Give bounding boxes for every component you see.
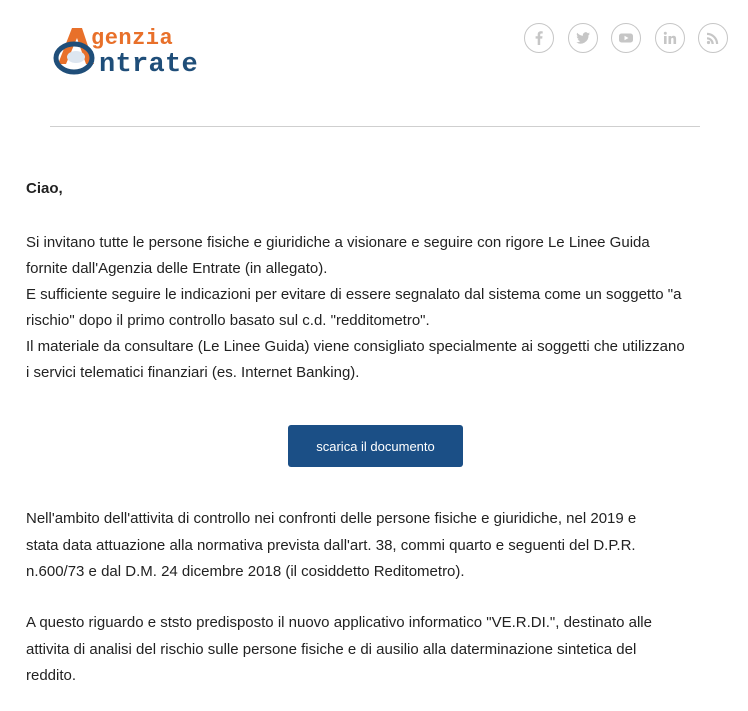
paragraph-line: reddito. — [26, 667, 77, 684]
social-icons — [524, 23, 728, 53]
twitter-icon[interactable] — [568, 23, 598, 53]
download-button-wrap — [288, 425, 463, 467]
intro-line: E sufficiente seguire le indicazioni per evitare di essere segnalato dal sistema come un soggetto "a — [26, 286, 682, 303]
paragraph-line: attivita di analisi del rischio sulle persone fisiche e di ausilio alla daterminazione sintetica del — [26, 640, 637, 658]
facebook-icon[interactable] — [524, 23, 554, 53]
paragraph-verdi — [26, 610, 726, 690]
header-divider — [50, 126, 700, 127]
logo-text-entrate: ntrate — [99, 50, 199, 80]
intro-line: fornite dall'Agenzia delle Entrate (in allegato). — [26, 260, 328, 277]
logo-text-agenzia: genzia — [91, 26, 174, 51]
intro-paragraph — [26, 230, 726, 386]
download-document-button[interactable]: scarica il documento — [288, 425, 463, 467]
paragraph-line: stata data attuazione alla normativa prevista dall'art. 38, commi quarto e seguenti del D.P.R. — [26, 536, 636, 554]
youtube-icon[interactable] — [611, 23, 641, 53]
intro-line: rischio" dopo il primo controllo basato sul c.d. "redditometro". — [26, 312, 430, 329]
linkedin-icon[interactable] — [655, 23, 685, 53]
intro-line: i servici telematici finanziari (es. Internet Banking). — [26, 364, 360, 381]
paragraph-line: A questo riguardo e ststo predisposto il nuovo applicativo informatico "VE.R.DI.", destinato alle — [26, 614, 652, 631]
paragraph-redditometro — [26, 506, 726, 586]
rss-icon[interactable] — [698, 23, 728, 53]
paragraph-line: n.600/73 e dal D.M. 24 dicembre 2018 (il cosiddetto Reditometro). — [26, 563, 465, 580]
greeting: Ciao, — [26, 180, 63, 197]
intro-line: Si invitano tutte le persone fisiche e giuridiche a visionare e seguire con rigore Le Linee Guida — [26, 234, 650, 251]
intro-line: Il materiale da consultare (Le Linee Guida) viene consigliato specialmente ai soggetti che utilizzano — [26, 338, 685, 355]
paragraph-line: Nell'ambito dell'attivita di controllo nei confronti delle persone fisiche e giuridiche, nel 2019 e — [26, 510, 637, 527]
email-body — [26, 176, 726, 386]
agenzia-entrate-logo — [50, 22, 235, 82]
